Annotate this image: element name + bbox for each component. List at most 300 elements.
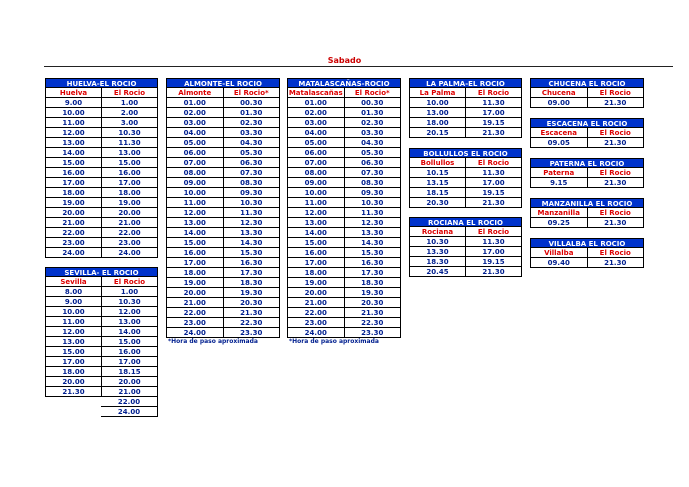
table-row bbox=[45, 198, 158, 208]
departure-time: 20.00 bbox=[45, 377, 102, 387]
table-manzanilla bbox=[530, 198, 644, 228]
column-headers bbox=[45, 88, 158, 98]
table-row bbox=[166, 98, 280, 108]
return-time: 18.00 bbox=[102, 188, 158, 198]
column-headers bbox=[45, 277, 158, 287]
departure-time: 18.00 bbox=[287, 268, 345, 278]
departure-time: 16.00 bbox=[166, 248, 224, 258]
departure-time: 10.00 bbox=[409, 98, 466, 108]
departure-time: 18.00 bbox=[45, 367, 102, 377]
departure-time: 21.30 bbox=[45, 387, 102, 397]
table-row bbox=[287, 178, 401, 188]
departure-time: 09.05 bbox=[530, 138, 588, 148]
departure-time: 13.30 bbox=[409, 247, 466, 257]
table-row bbox=[287, 278, 401, 288]
departure-time: 21.00 bbox=[166, 298, 224, 308]
return-time: 11.30 bbox=[466, 168, 522, 178]
table-row bbox=[45, 387, 158, 397]
return-time: 14.00 bbox=[102, 327, 158, 337]
return-time: 3.00 bbox=[102, 118, 158, 128]
return-time: 02.30 bbox=[345, 118, 402, 128]
origin-column-header: Sevilla bbox=[45, 277, 102, 287]
return-time: 07.30 bbox=[345, 168, 402, 178]
table-row bbox=[166, 248, 280, 258]
table-row bbox=[287, 148, 401, 158]
table-row bbox=[166, 198, 280, 208]
departure-time: 10.00 bbox=[45, 307, 102, 317]
return-time: 09.30 bbox=[224, 188, 281, 198]
return-time: 18.15 bbox=[102, 367, 158, 377]
departure-time: 15.00 bbox=[45, 158, 102, 168]
table-row bbox=[409, 247, 522, 257]
return-time: 13.30 bbox=[345, 228, 402, 238]
table-row bbox=[287, 318, 401, 328]
origin-column-header: Bollullos bbox=[409, 158, 466, 168]
return-time: 00.30 bbox=[345, 98, 402, 108]
departure-time: 16.00 bbox=[287, 248, 345, 258]
destination-column-header: El Rocio* bbox=[345, 88, 402, 98]
departure-time: 10.30 bbox=[409, 237, 466, 247]
table-row bbox=[45, 367, 158, 377]
departure-time: 05.00 bbox=[166, 138, 224, 148]
table-row bbox=[530, 98, 644, 108]
table-row bbox=[166, 188, 280, 198]
return-time: 22.30 bbox=[224, 318, 281, 328]
column-headers bbox=[530, 208, 644, 218]
return-time: 17.00 bbox=[466, 247, 522, 257]
origin-column-header: Escacena bbox=[530, 128, 588, 138]
departure-time: 13.15 bbox=[409, 178, 466, 188]
table-row bbox=[166, 118, 280, 128]
departure-time: 03.00 bbox=[166, 118, 224, 128]
return-time: 21.30 bbox=[224, 308, 281, 318]
departure-time: 21.00 bbox=[287, 298, 345, 308]
table-row bbox=[45, 118, 158, 128]
return-time: 06.30 bbox=[345, 158, 402, 168]
return-time: 14.30 bbox=[224, 238, 281, 248]
departure-time: 20.45 bbox=[409, 267, 466, 277]
table-row bbox=[45, 317, 158, 327]
table-row bbox=[45, 287, 158, 297]
return-time: 10.30 bbox=[102, 128, 158, 138]
departure-time: 19.00 bbox=[45, 198, 102, 208]
departure-time: 11.00 bbox=[45, 317, 102, 327]
return-time: 21.30 bbox=[466, 267, 522, 277]
table-row bbox=[287, 298, 401, 308]
return-time: 11.30 bbox=[102, 138, 158, 148]
departure-time: 13.00 bbox=[45, 337, 102, 347]
departure-time: 16.00 bbox=[45, 168, 102, 178]
table-chucena bbox=[530, 78, 644, 108]
footnote-almonte: *Hora de paso aproximada bbox=[168, 338, 258, 345]
table-title: PATERNA EL ROCIO bbox=[530, 158, 644, 168]
return-time: 20.30 bbox=[224, 298, 281, 308]
return-time: 15.00 bbox=[102, 337, 158, 347]
origin-column-header: Chucena bbox=[530, 88, 588, 98]
table-title: CHUCENA EL ROCIO bbox=[530, 78, 644, 88]
table-title: SEVILLA- EL ROCIO bbox=[45, 267, 158, 277]
destination-column-header: El Rocio bbox=[588, 168, 645, 178]
origin-column-header: Rociana bbox=[409, 227, 466, 237]
departure-time: 12.00 bbox=[45, 327, 102, 337]
departure-time: 12.00 bbox=[287, 208, 345, 218]
table-row bbox=[287, 198, 401, 208]
table-row bbox=[287, 228, 401, 238]
table-row bbox=[166, 238, 280, 248]
table-row bbox=[45, 178, 158, 188]
departure-time: 13.00 bbox=[409, 108, 466, 118]
return-time: 10.30 bbox=[345, 198, 402, 208]
return-time: 05.30 bbox=[345, 148, 402, 158]
departure-time: 23.00 bbox=[287, 318, 345, 328]
return-time: 10.30 bbox=[224, 198, 281, 208]
return-time: 13.00 bbox=[102, 317, 158, 327]
table-row bbox=[287, 308, 401, 318]
table-row bbox=[287, 188, 401, 198]
table-row bbox=[45, 248, 158, 258]
departure-time: 10.00 bbox=[287, 188, 345, 198]
table-row bbox=[45, 218, 158, 228]
table-title: MANZANILLA EL ROCIO bbox=[530, 198, 644, 208]
table-row bbox=[530, 218, 644, 228]
return-time: 13.00 bbox=[102, 148, 158, 158]
table-row bbox=[166, 288, 280, 298]
departure-time: 06.00 bbox=[287, 148, 345, 158]
departure-time: 12.00 bbox=[45, 128, 102, 138]
return-time: 21.30 bbox=[466, 198, 522, 208]
table-row bbox=[166, 138, 280, 148]
table-title: HUELVA-EL ROCIO bbox=[45, 78, 158, 88]
table-title: ESCACENA EL ROCIO bbox=[530, 118, 644, 128]
table-row bbox=[287, 168, 401, 178]
return-time: 13.30 bbox=[224, 228, 281, 238]
return-time: 21.30 bbox=[588, 178, 645, 188]
return-time: 23.30 bbox=[345, 328, 402, 338]
column-headers bbox=[409, 88, 522, 98]
table-row bbox=[287, 218, 401, 228]
departure-time: 09.00 bbox=[530, 98, 588, 108]
departure-time: 09.25 bbox=[530, 218, 588, 228]
table-row bbox=[409, 128, 522, 138]
return-time: 19.15 bbox=[466, 118, 522, 128]
return-time: 24.00 bbox=[102, 248, 158, 258]
return-time: 21.30 bbox=[588, 258, 645, 268]
table-row bbox=[166, 158, 280, 168]
return-time: 17.30 bbox=[345, 268, 402, 278]
table-rociana bbox=[409, 217, 522, 277]
table-sevilla bbox=[45, 267, 158, 417]
table-row bbox=[45, 397, 158, 407]
table-title: VILLALBA EL ROCIO bbox=[530, 238, 644, 248]
table-row bbox=[45, 307, 158, 317]
origin-column-header: Paterna bbox=[530, 168, 588, 178]
table-row bbox=[409, 178, 522, 188]
return-time: 21.30 bbox=[345, 308, 402, 318]
return-time: 15.30 bbox=[224, 248, 281, 258]
table-row bbox=[287, 108, 401, 118]
table-escacena bbox=[530, 118, 644, 148]
departure-time: 24.00 bbox=[287, 328, 345, 338]
table-row bbox=[166, 278, 280, 288]
table-row bbox=[530, 258, 644, 268]
column-headers bbox=[409, 227, 522, 237]
return-time: 16.30 bbox=[345, 258, 402, 268]
return-time: 20.00 bbox=[102, 208, 158, 218]
departure-time: 09.00 bbox=[166, 178, 224, 188]
departure-time: 9.00 bbox=[45, 297, 102, 307]
departure-time: 9.00 bbox=[45, 98, 102, 108]
table-row bbox=[287, 238, 401, 248]
return-time: 01.30 bbox=[224, 108, 281, 118]
departure-time: 11.00 bbox=[287, 198, 345, 208]
return-time: 20.30 bbox=[345, 298, 402, 308]
table-row bbox=[287, 208, 401, 218]
table-row bbox=[45, 188, 158, 198]
return-time: 21.30 bbox=[466, 128, 522, 138]
departure-time: 22.00 bbox=[287, 308, 345, 318]
departure-time: 15.00 bbox=[287, 238, 345, 248]
departure-time: 13.00 bbox=[45, 138, 102, 148]
departure-time: 13.00 bbox=[287, 218, 345, 228]
table-row bbox=[287, 328, 401, 338]
return-time: 17.00 bbox=[466, 108, 522, 118]
return-time: 17.00 bbox=[466, 178, 522, 188]
return-time: 19.00 bbox=[102, 198, 158, 208]
table-almonte bbox=[166, 78, 280, 338]
table-row bbox=[166, 318, 280, 328]
destination-column-header: El Rocio bbox=[466, 88, 522, 98]
return-time: 12.00 bbox=[102, 307, 158, 317]
destination-column-header: El Rocio* bbox=[224, 88, 281, 98]
table-row bbox=[530, 138, 644, 148]
table-title: BOLLULLOS EL ROCIO bbox=[409, 148, 522, 158]
departure-time: 04.00 bbox=[287, 128, 345, 138]
departure-time: 17.00 bbox=[45, 357, 102, 367]
table-row bbox=[166, 128, 280, 138]
table-row bbox=[287, 98, 401, 108]
departure-time: 08.00 bbox=[287, 168, 345, 178]
table-row bbox=[45, 297, 158, 307]
origin-column-header: Villalba bbox=[530, 248, 588, 258]
table-huelva bbox=[45, 78, 158, 258]
departure-time: 15.00 bbox=[166, 238, 224, 248]
table-row bbox=[287, 118, 401, 128]
table-row bbox=[45, 158, 158, 168]
return-time: 11.30 bbox=[224, 208, 281, 218]
table-row bbox=[409, 237, 522, 247]
destination-column-header: El Rocio bbox=[588, 208, 645, 218]
departure-time: 02.00 bbox=[287, 108, 345, 118]
table-row bbox=[166, 108, 280, 118]
departure-time: 10.00 bbox=[45, 108, 102, 118]
table-title: ALMONTE-EL ROCIO bbox=[166, 78, 280, 88]
departure-time: 8.00 bbox=[45, 287, 102, 297]
departure-time: 24.00 bbox=[45, 248, 102, 258]
table-la-palma bbox=[409, 78, 522, 138]
origin-column-header: Almonte bbox=[166, 88, 224, 98]
table-row bbox=[45, 148, 158, 158]
table-row bbox=[287, 258, 401, 268]
table-row bbox=[409, 168, 522, 178]
table-row bbox=[166, 258, 280, 268]
destination-column-header: El Rocio bbox=[102, 88, 158, 98]
departure-time: 20.00 bbox=[287, 288, 345, 298]
departure-time: 07.00 bbox=[166, 158, 224, 168]
table-row bbox=[45, 327, 158, 337]
page-title: Sabado bbox=[327, 56, 362, 65]
table-row bbox=[45, 337, 158, 347]
departure-time: 05.00 bbox=[287, 138, 345, 148]
table-row bbox=[45, 238, 158, 248]
return-time: 17.30 bbox=[224, 268, 281, 278]
column-headers bbox=[409, 158, 522, 168]
origin-column-header: Manzanilla bbox=[530, 208, 588, 218]
return-time: 11.30 bbox=[466, 98, 522, 108]
return-time: 2.00 bbox=[102, 108, 158, 118]
table-villalba bbox=[530, 238, 644, 268]
departure-time: 24.00 bbox=[166, 328, 224, 338]
departure-time: 14.00 bbox=[166, 228, 224, 238]
table-row bbox=[287, 268, 401, 278]
table-row bbox=[409, 108, 522, 118]
table-row bbox=[166, 148, 280, 158]
return-time: 16.00 bbox=[102, 168, 158, 178]
destination-column-header: El Rocio bbox=[466, 158, 522, 168]
departure-time: 18.00 bbox=[166, 268, 224, 278]
table-paterna bbox=[530, 158, 644, 188]
origin-column-header: Matalascañas bbox=[288, 89, 343, 97]
table-title: MATALASCAÑAS-ROCIO bbox=[287, 78, 401, 88]
table-bollullos bbox=[409, 148, 522, 208]
departure-time: 18.00 bbox=[45, 188, 102, 198]
table-row bbox=[45, 228, 158, 238]
return-time: 10.30 bbox=[102, 297, 158, 307]
return-time: 16.00 bbox=[102, 347, 158, 357]
return-time: 16.30 bbox=[224, 258, 281, 268]
departure-time: 07.00 bbox=[287, 158, 345, 168]
column-headers bbox=[287, 88, 401, 98]
table-row bbox=[287, 138, 401, 148]
departure-time: 01.00 bbox=[166, 98, 224, 108]
departure-time: 11.00 bbox=[166, 198, 224, 208]
return-time: 09.30 bbox=[345, 188, 402, 198]
return-time: 22.00 bbox=[102, 228, 158, 238]
return-time: 04.30 bbox=[224, 138, 281, 148]
return-time: 04.30 bbox=[345, 138, 402, 148]
departure-time: 21.00 bbox=[45, 218, 102, 228]
departure-time: 12.00 bbox=[166, 208, 224, 218]
return-time: 14.30 bbox=[345, 238, 402, 248]
destination-column-header: El Rocio bbox=[588, 88, 645, 98]
destination-column-header: El Rocio bbox=[588, 248, 645, 258]
return-time: 12.30 bbox=[224, 218, 281, 228]
return-time: 23.00 bbox=[102, 238, 158, 248]
table-row bbox=[287, 248, 401, 258]
return-time: 19.30 bbox=[345, 288, 402, 298]
departure-time: 13.00 bbox=[166, 218, 224, 228]
return-time: 21.30 bbox=[588, 218, 645, 228]
return-time: 07.30 bbox=[224, 168, 281, 178]
return-time: 20.00 bbox=[102, 377, 158, 387]
departure-time: 23.00 bbox=[166, 318, 224, 328]
table-row bbox=[409, 198, 522, 208]
footnote-matalascanas: *Hora de paso aproximada bbox=[289, 338, 379, 345]
departure-time: 9.15 bbox=[530, 178, 588, 188]
departure-time: 06.00 bbox=[166, 148, 224, 158]
table-row bbox=[45, 347, 158, 357]
departure-time: 03.00 bbox=[287, 118, 345, 128]
table-row bbox=[166, 308, 280, 318]
return-time: 21.00 bbox=[102, 387, 158, 397]
departure-time bbox=[45, 407, 101, 417]
departure-time: 18.15 bbox=[409, 188, 466, 198]
departure-time: 09.00 bbox=[287, 178, 345, 188]
table-row bbox=[45, 407, 158, 417]
table-row bbox=[409, 188, 522, 198]
table-row bbox=[409, 98, 522, 108]
return-time: 11.30 bbox=[345, 208, 402, 218]
departure-time: 22.00 bbox=[166, 308, 224, 318]
return-time: 1.00 bbox=[102, 98, 158, 108]
return-time: 03.30 bbox=[345, 128, 402, 138]
destination-column-header: El Rocio bbox=[588, 128, 645, 138]
return-time: 18.30 bbox=[224, 278, 281, 288]
origin-column-header: La Palma bbox=[409, 88, 466, 98]
return-time: 15.00 bbox=[102, 158, 158, 168]
table-row bbox=[287, 158, 401, 168]
departure-time: 19.00 bbox=[287, 278, 345, 288]
table-row bbox=[166, 178, 280, 188]
return-time: 19.15 bbox=[466, 257, 522, 267]
return-time: 08.30 bbox=[224, 178, 281, 188]
departure-time: 17.00 bbox=[45, 178, 102, 188]
departure-time: 04.00 bbox=[166, 128, 224, 138]
return-time: 17.00 bbox=[102, 357, 158, 367]
table-row bbox=[45, 128, 158, 138]
return-time: 21.30 bbox=[588, 98, 645, 108]
title-divider bbox=[44, 66, 673, 67]
departure-time: 01.00 bbox=[287, 98, 345, 108]
table-row bbox=[409, 257, 522, 267]
return-time: 21.30 bbox=[588, 138, 645, 148]
return-time: 19.30 bbox=[224, 288, 281, 298]
departure-time: 23.00 bbox=[45, 238, 102, 248]
table-title: ROCIANA EL ROCIO bbox=[409, 217, 522, 227]
departure-time: 20.00 bbox=[45, 208, 102, 218]
table-row bbox=[45, 377, 158, 387]
table-row bbox=[166, 218, 280, 228]
table-matalascanas bbox=[287, 78, 401, 338]
table-row bbox=[166, 208, 280, 218]
destination-column-header: El Rocio bbox=[102, 277, 158, 287]
table-row bbox=[530, 178, 644, 188]
table-row bbox=[409, 267, 522, 277]
table-row bbox=[45, 138, 158, 148]
departure-time: 19.00 bbox=[166, 278, 224, 288]
departure-time: 10.15 bbox=[409, 168, 466, 178]
column-headers bbox=[530, 128, 644, 138]
return-time: 02.30 bbox=[224, 118, 281, 128]
return-time: 03.30 bbox=[224, 128, 281, 138]
return-time: 24.00 bbox=[101, 407, 158, 417]
departure-time: 11.00 bbox=[45, 118, 102, 128]
destination-column-header: El Rocio bbox=[466, 227, 522, 237]
return-time: 15.30 bbox=[345, 248, 402, 258]
departure-time: 15.00 bbox=[45, 347, 102, 357]
return-time: 19.15 bbox=[466, 188, 522, 198]
table-row bbox=[45, 168, 158, 178]
return-time: 17.00 bbox=[102, 178, 158, 188]
